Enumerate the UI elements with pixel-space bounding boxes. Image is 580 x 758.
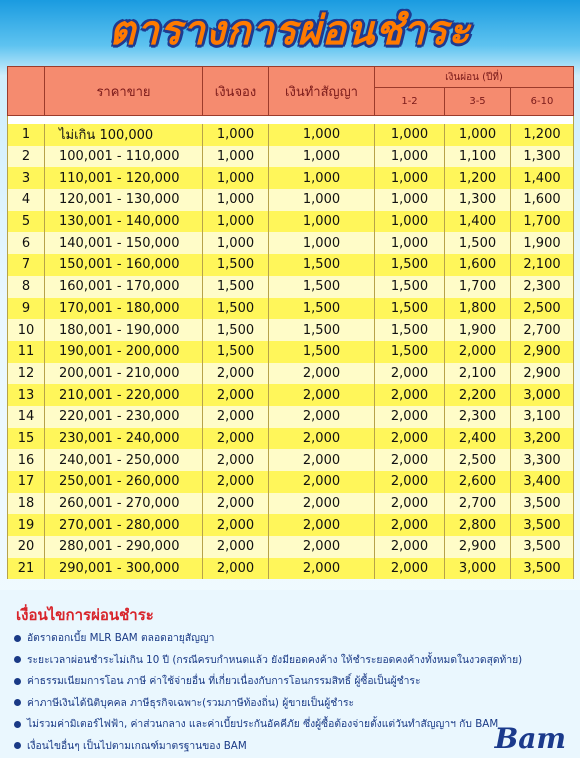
cell-price: 140,001 - 150,000 xyxy=(45,232,203,254)
cell-y35: 2,700 xyxy=(445,493,511,515)
condition-item xyxy=(14,736,570,758)
cell-y35: 2,500 xyxy=(445,449,511,471)
condition-text: ค่าภาษีเงินได้นิติบุคคล ภาษีธุรกิจเฉพาะ(รวมภาษีท้องถิ่น) ผู้ขายเป็นผู้ชำระ xyxy=(27,696,355,709)
cell-y610: 1,200 xyxy=(511,124,574,146)
cell-y35: 1,300 xyxy=(445,189,511,211)
cell-y12: 1,500 xyxy=(375,254,445,276)
header-installment: เงินผ่อน (ปีที่) xyxy=(375,67,574,88)
header-no xyxy=(8,67,45,116)
cell-no: 10 xyxy=(8,319,45,341)
condition-item xyxy=(14,628,570,650)
cell-y12: 2,000 xyxy=(375,384,445,406)
cell-no: 12 xyxy=(8,363,45,385)
cell-deposit: 1,500 xyxy=(203,298,269,320)
cell-deposit: 2,000 xyxy=(203,384,269,406)
cell-price: 170,001 - 180,000 xyxy=(45,298,203,320)
condition-item xyxy=(14,714,570,736)
cell-price: 240,001 - 250,000 xyxy=(45,449,203,471)
cell-y35: 1,100 xyxy=(445,146,511,168)
cell-contract: 1,000 xyxy=(269,211,375,233)
cell-y35: 2,400 xyxy=(445,428,511,450)
table-row xyxy=(8,167,574,189)
conditions-title: เงื่อนไขการผ่อนชำระ xyxy=(16,606,154,624)
cell-contract: 2,000 xyxy=(269,363,375,385)
cell-no: 8 xyxy=(8,276,45,298)
cell-price: 290,001 - 300,000 xyxy=(45,558,203,580)
cell-no: 1 xyxy=(8,124,45,146)
table-row xyxy=(8,493,574,515)
cell-contract: 1,500 xyxy=(269,341,375,363)
cell-deposit: 1,000 xyxy=(203,232,269,254)
bullet-icon xyxy=(14,656,21,663)
cell-deposit: 2,000 xyxy=(203,449,269,471)
cell-no: 2 xyxy=(8,146,45,168)
cell-price: 280,001 - 290,000 xyxy=(45,536,203,558)
condition-text: ค่าธรรมเนียมการโอน ภาษี ค่าใช้จ่ายอื่น ที่เกี่ยวเนื่องกับการโอนกรรมสิทธิ์ ผู้ซื้อเป็นผู้ชำระ xyxy=(27,675,421,687)
cell-deposit: 1,500 xyxy=(203,276,269,298)
cell-contract: 1,000 xyxy=(269,167,375,189)
cell-y610: 3,400 xyxy=(511,471,574,493)
cell-contract: 2,000 xyxy=(269,558,375,580)
cell-deposit: 2,000 xyxy=(203,428,269,450)
table-row xyxy=(8,146,574,168)
cell-y35: 1,900 xyxy=(445,319,511,341)
cell-y610: 2,900 xyxy=(511,363,574,385)
installment-table xyxy=(7,66,574,579)
cell-no: 9 xyxy=(8,298,45,320)
cell-deposit: 2,000 xyxy=(203,493,269,515)
cell-y12: 2,000 xyxy=(375,363,445,385)
cell-price: 120,001 - 130,000 xyxy=(45,189,203,211)
cell-y12: 1,000 xyxy=(375,189,445,211)
cell-price: 210,001 - 220,000 xyxy=(45,384,203,406)
cell-y12: 1,000 xyxy=(375,167,445,189)
cell-y35: 2,300 xyxy=(445,406,511,428)
cell-y35: 2,900 xyxy=(445,536,511,558)
cell-y610: 3,500 xyxy=(511,536,574,558)
cell-y610: 2,500 xyxy=(511,298,574,320)
conditions-list xyxy=(14,628,570,757)
cell-price: 260,001 - 270,000 xyxy=(45,493,203,515)
cell-deposit: 1,500 xyxy=(203,341,269,363)
cell-y12: 2,000 xyxy=(375,449,445,471)
header-contract: เงินทำสัญญา xyxy=(269,67,375,116)
cell-y35: 1,800 xyxy=(445,298,511,320)
cell-y12: 2,000 xyxy=(375,471,445,493)
cell-price: 100,001 - 110,000 xyxy=(45,146,203,168)
cell-contract: 1,000 xyxy=(269,146,375,168)
condition-text: เงื่อนไขอื่นๆ เป็นไปตามเกณฑ์มาตรฐานของ BAM xyxy=(27,739,247,752)
cell-y610: 2,900 xyxy=(511,341,574,363)
cell-y12: 1,000 xyxy=(375,211,445,233)
cell-contract: 1,500 xyxy=(269,319,375,341)
cell-deposit: 1,000 xyxy=(203,189,269,211)
cell-no: 19 xyxy=(8,514,45,536)
condition-text: ระยะเวลาผ่อนชำระไม่เกิน 10 ปี (กรณีครบกำหนดแล้ว ยังมียอดคงค้าง ให้ชำระยอดคงค้างทั้งหมดในงวดสุดท้าย) xyxy=(27,653,523,666)
cell-price: 150,001 - 160,000 xyxy=(45,254,203,276)
cell-contract: 2,000 xyxy=(269,384,375,406)
table-row xyxy=(8,298,574,320)
cell-y610: 3,500 xyxy=(511,493,574,515)
bullet-icon xyxy=(14,721,21,728)
table-row xyxy=(8,384,574,406)
cell-no: 14 xyxy=(8,406,45,428)
cell-y610: 2,100 xyxy=(511,254,574,276)
cell-y610: 3,200 xyxy=(511,428,574,450)
cell-y610: 2,700 xyxy=(511,319,574,341)
bullet-icon xyxy=(14,678,21,685)
cell-deposit: 1,000 xyxy=(203,146,269,168)
cell-contract: 2,000 xyxy=(269,471,375,493)
cell-y12: 1,500 xyxy=(375,276,445,298)
cell-no: 7 xyxy=(8,254,45,276)
bullet-icon xyxy=(14,742,21,749)
cell-y610: 3,500 xyxy=(511,558,574,580)
table-row xyxy=(8,363,574,385)
cell-y12: 1,000 xyxy=(375,146,445,168)
table-row xyxy=(8,558,574,580)
cell-contract: 1,000 xyxy=(269,232,375,254)
cell-contract: 1,500 xyxy=(269,276,375,298)
cell-y35: 1,700 xyxy=(445,276,511,298)
table-row xyxy=(8,319,574,341)
cell-no: 6 xyxy=(8,232,45,254)
cell-no: 5 xyxy=(8,211,45,233)
cell-no: 20 xyxy=(8,536,45,558)
cell-price: 160,001 - 170,000 xyxy=(45,276,203,298)
cell-y610: 2,300 xyxy=(511,276,574,298)
cell-y12: 1,000 xyxy=(375,232,445,254)
cell-price: 130,001 - 140,000 xyxy=(45,211,203,233)
condition-text: ไม่รวมค่ามิเตอร์ไฟฟ้า, ค่าส่วนกลาง และค่าเบี้ยประกันอัคคีภัย ซึ่งผู้ซื้อต้องจ่ายตั้งแต่วันทำสัญญาฯ กับ BAM xyxy=(27,718,499,730)
cell-price: 110,001 - 120,000 xyxy=(45,167,203,189)
cell-no: 13 xyxy=(8,384,45,406)
cell-y35: 2,800 xyxy=(445,514,511,536)
cell-y12: 2,000 xyxy=(375,493,445,515)
table-row xyxy=(8,471,574,493)
cell-y12: 2,000 xyxy=(375,558,445,580)
cell-y12: 2,000 xyxy=(375,536,445,558)
table-row xyxy=(8,211,574,233)
table-row xyxy=(8,276,574,298)
header-year-1-2: 1-2 xyxy=(375,88,445,116)
page-title: ตารางการผ่อนชำระ xyxy=(109,7,471,54)
cell-y610: 3,000 xyxy=(511,384,574,406)
cell-y12: 1,500 xyxy=(375,341,445,363)
header-year-6-10: 6-10 xyxy=(511,88,574,116)
cell-price: 230,001 - 240,000 xyxy=(45,428,203,450)
bullet-icon xyxy=(14,635,21,642)
cell-y35: 1,200 xyxy=(445,167,511,189)
cell-contract: 2,000 xyxy=(269,536,375,558)
table-row xyxy=(8,254,574,276)
table-row xyxy=(8,406,574,428)
cell-y12: 2,000 xyxy=(375,406,445,428)
cell-price: 180,001 - 190,000 xyxy=(45,319,203,341)
cell-y35: 1,400 xyxy=(445,211,511,233)
condition-item xyxy=(14,693,570,715)
cell-y12: 1,500 xyxy=(375,319,445,341)
cell-deposit: 1,500 xyxy=(203,319,269,341)
cell-contract: 1,500 xyxy=(269,254,375,276)
cell-y35: 2,000 xyxy=(445,341,511,363)
table-row xyxy=(8,189,574,211)
table-row xyxy=(8,232,574,254)
condition-item xyxy=(14,650,570,672)
cell-y35: 1,600 xyxy=(445,254,511,276)
cell-no: 15 xyxy=(8,428,45,450)
bam-logo: Bam xyxy=(494,722,566,755)
header-deposit: เงินจอง xyxy=(203,67,269,116)
condition-item xyxy=(14,671,570,693)
cell-no: 16 xyxy=(8,449,45,471)
cell-y12: 2,000 xyxy=(375,428,445,450)
cell-price: 270,001 - 280,000 xyxy=(45,514,203,536)
cell-deposit: 1,500 xyxy=(203,254,269,276)
cell-y12: 1,500 xyxy=(375,298,445,320)
cell-y12: 2,000 xyxy=(375,514,445,536)
table-row xyxy=(8,536,574,558)
table-row xyxy=(8,341,574,363)
cell-price: 190,001 - 200,000 xyxy=(45,341,203,363)
cell-y610: 3,500 xyxy=(511,514,574,536)
cell-deposit: 1,000 xyxy=(203,167,269,189)
cell-y12: 1,000 xyxy=(375,124,445,146)
cell-y610: 3,100 xyxy=(511,406,574,428)
cell-y35: 1,000 xyxy=(445,124,511,146)
cell-contract: 2,000 xyxy=(269,428,375,450)
cell-deposit: 2,000 xyxy=(203,363,269,385)
cell-no: 4 xyxy=(8,189,45,211)
table-row xyxy=(8,428,574,450)
bullet-icon xyxy=(14,699,21,706)
cell-contract: 2,000 xyxy=(269,406,375,428)
cell-y35: 3,000 xyxy=(445,558,511,580)
cell-y610: 1,900 xyxy=(511,232,574,254)
cell-contract: 2,000 xyxy=(269,493,375,515)
cell-y610: 1,400 xyxy=(511,167,574,189)
cell-deposit: 2,000 xyxy=(203,514,269,536)
cell-deposit: 2,000 xyxy=(203,558,269,580)
cell-contract: 2,000 xyxy=(269,449,375,471)
cell-contract: 1,000 xyxy=(269,124,375,146)
cell-no: 21 xyxy=(8,558,45,580)
cell-deposit: 2,000 xyxy=(203,536,269,558)
cell-deposit: 1,000 xyxy=(203,211,269,233)
cell-price: ไม่เกิน 100,000 xyxy=(45,124,203,146)
cell-deposit: 2,000 xyxy=(203,471,269,493)
cell-no: 17 xyxy=(8,471,45,493)
header-price: ราคาขาย xyxy=(45,67,203,116)
cell-price: 220,001 - 230,000 xyxy=(45,406,203,428)
cell-y610: 1,700 xyxy=(511,211,574,233)
cell-y35: 2,100 xyxy=(445,363,511,385)
cell-deposit: 1,000 xyxy=(203,124,269,146)
cell-y35: 1,500 xyxy=(445,232,511,254)
cell-contract: 2,000 xyxy=(269,514,375,536)
cell-contract: 1,000 xyxy=(269,189,375,211)
table-row xyxy=(8,124,574,146)
condition-text: อัตราดอกเบี้ย MLR BAM ตลอดอายุสัญญา xyxy=(27,632,215,644)
cell-no: 3 xyxy=(8,167,45,189)
table-row xyxy=(8,514,574,536)
cell-contract: 1,500 xyxy=(269,298,375,320)
cell-price: 200,001 - 210,000 xyxy=(45,363,203,385)
table-row xyxy=(8,449,574,471)
cell-y35: 2,200 xyxy=(445,384,511,406)
cell-y610: 3,300 xyxy=(511,449,574,471)
cell-y610: 1,600 xyxy=(511,189,574,211)
cell-deposit: 2,000 xyxy=(203,406,269,428)
header-year-3-5: 3-5 xyxy=(445,88,511,116)
header-gap xyxy=(8,116,574,125)
cell-no: 18 xyxy=(8,493,45,515)
cell-y35: 2,600 xyxy=(445,471,511,493)
cell-y610: 1,300 xyxy=(511,146,574,168)
cell-no: 11 xyxy=(8,341,45,363)
cell-price: 250,001 - 260,000 xyxy=(45,471,203,493)
